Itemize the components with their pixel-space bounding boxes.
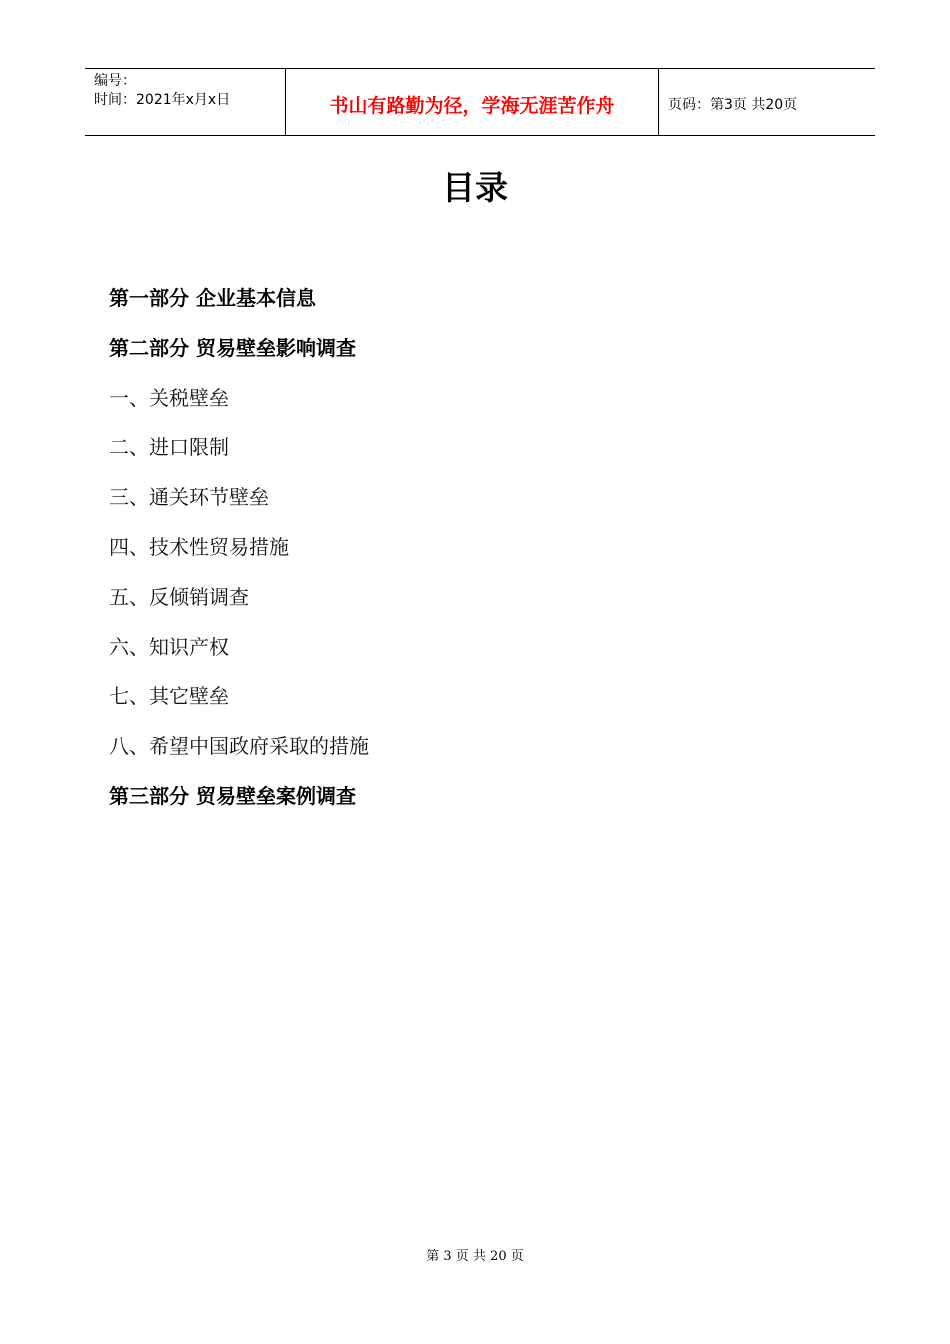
header-motto-cell — [285, 69, 659, 135]
toc-section-technical-measures[interactable]: 四、技术性贸易措施 — [109, 534, 289, 559]
toc-part-2[interactable]: 第二部分 贸易壁垒影响调查 — [109, 335, 356, 360]
toc-section-import-restrictions[interactable]: 二、进口限制 — [109, 435, 229, 460]
page-header — [85, 68, 875, 136]
toc-section-customs-barriers[interactable]: 三、通关环节壁垒 — [109, 485, 269, 510]
toc-section-government-measures[interactable]: 八、希望中国政府采取的措施 — [109, 734, 369, 759]
toc-part-1[interactable]: 第一部分 企业基本信息 — [109, 286, 316, 310]
document-number-label: 编号： — [94, 73, 136, 89]
table-of-contents — [109, 281, 369, 829]
header-page-cell — [659, 69, 875, 135]
toc-section-intellectual-property[interactable]: 六、知识产权 — [109, 634, 229, 659]
toc-section-other-barriers[interactable]: 七、其它壁垒 — [109, 684, 229, 709]
header-meta-cell — [85, 69, 285, 135]
page-footer: 第 3 页 共 20 页 — [426, 1249, 524, 1264]
toc-section-anti-dumping[interactable]: 五、反倾销调查 — [109, 584, 249, 609]
page-title: 目录 — [442, 168, 508, 207]
toc-part-3[interactable]: 第三部分 贸易壁垒案例调查 — [109, 783, 356, 808]
document-date-label: 时间：2021年x月x日 — [94, 92, 231, 108]
toc-section-tariff-barriers[interactable]: 一、关税壁垒 — [109, 385, 229, 410]
header-motto: 书山有路勤为径，学海无涯苦作舟 — [329, 95, 615, 117]
header-page-code: 页码：第3页 共20页 — [668, 97, 798, 113]
